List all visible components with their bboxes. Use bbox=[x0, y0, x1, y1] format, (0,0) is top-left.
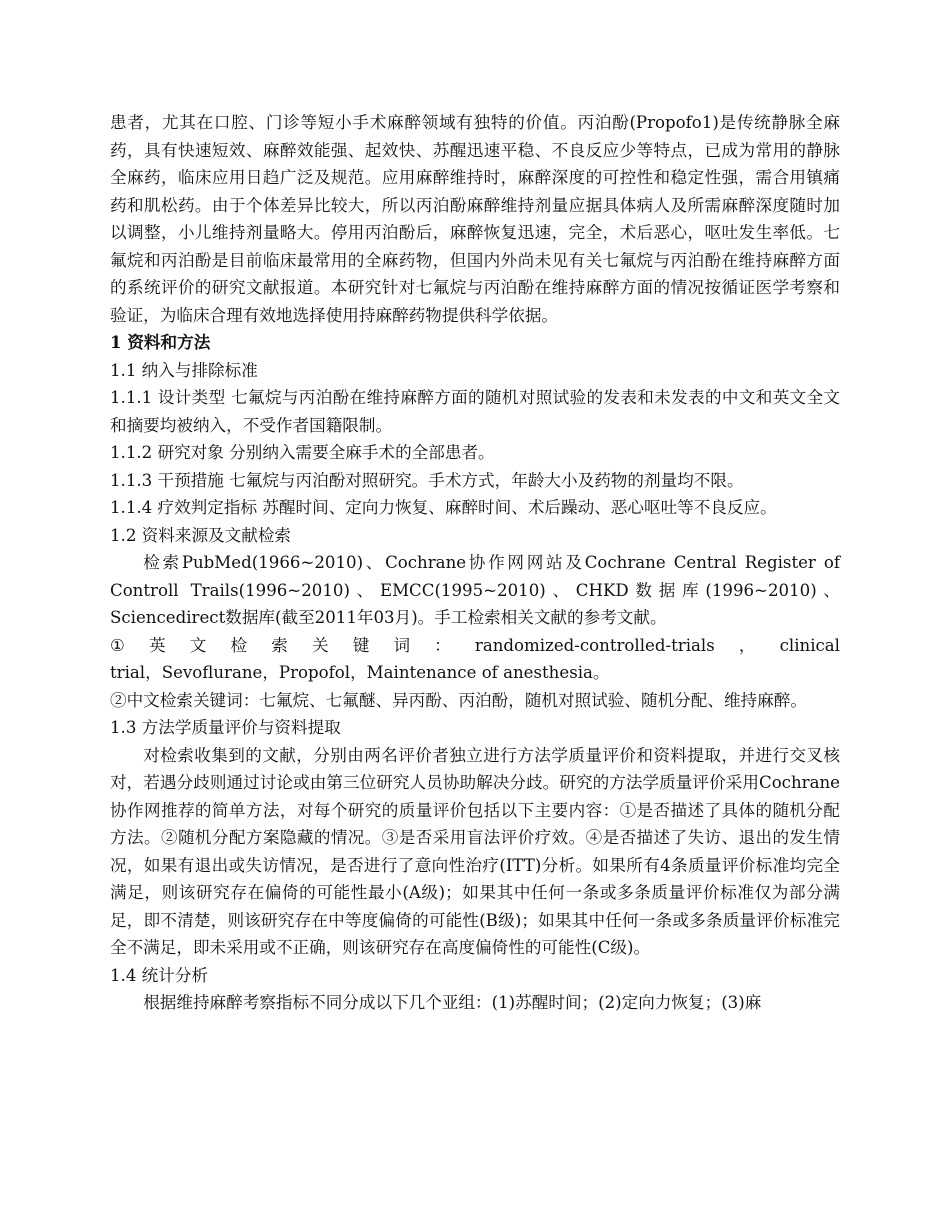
kw-token: ① bbox=[110, 635, 125, 655]
document-page bbox=[110, 109, 840, 1017]
kw-token: ： bbox=[434, 635, 451, 655]
kw-token: 文 bbox=[189, 635, 207, 655]
section-1-1-3: 1.1.3 干预措施 七氟烷与丙泊酚对照研究。手术方式，年龄大小及药物的剂量均不限。 bbox=[110, 470, 744, 490]
kw-token: 键 bbox=[352, 635, 370, 655]
section-1-3-title: 1.3 方法学质量评价与资料提取 bbox=[110, 718, 341, 737]
section-1-3-paragraph: 对检索收集到的文献，分别由两名评价者独立进行方法学质量评价和资料提取，并进行交叉核对，若遇分歧则通过讨论或由第三位研究人员协助解决分歧。研究的方法学质量评价采用Cochrane协作网推荐的简单方法，对每个研究的质量评价包括以下主要内容：①是否描述了具体的随机分配方法。②随机分配方案隐藏的情况。③是否采用盲法评价疗效。④是否描述了失访、退出的发生情况，如果有退出或失访情况，是否进行了意向性治疗(ITT)分析。如果所有4条质量评价标准均完全满足，则该研究存在偏倚的可能性最小(A级)；如果其中任何一条或多条质量评价标准仅为部分满足，即不清楚，则该研究存在中等度偏倚的可能性(B级)；如果其中任何一条或多条质量评价标准完全不满足，即未采用或不正确，则该研究存在高度偏倚性的可能性(C级)。 bbox=[110, 745, 840, 957]
section-1-1-2: 1.1.2 研究对象 分别纳入需要全麻手术的全部患者。 bbox=[110, 443, 495, 462]
section-1-1-4: 1.1.4 疗效判定指标 苏醒时间、定向力恢复、麻醉时间、术后躁动、恶心呕吐等不良反应。 bbox=[110, 498, 777, 517]
section-1-1-title: 1.1 纳入与排除标准 bbox=[110, 360, 258, 380]
kw-token: 英 bbox=[149, 635, 166, 655]
english-keywords-line-1 bbox=[110, 632, 840, 660]
section-1-4-title: 1.4 统计分析 bbox=[110, 965, 209, 985]
kw-token: randomized-controlled-trials bbox=[474, 635, 715, 655]
section-1-2-paragraph: 检索PubMed(1966~2010)、Cochrane协作网网站及Cochrane Central Register of Controll Trails(1996~2010)、EMCC(1995~2010)、CHKD数据库(1996~2010)、Sciencedirect数据库(截至2011年03月)。手工检索相关文献的参考文献。 bbox=[110, 553, 840, 627]
kw-token: ， bbox=[738, 635, 756, 655]
section-1-title: 1 资料和方法 bbox=[110, 332, 211, 352]
section-1-1-1: 1.1.1 设计类型 七氟烷与丙泊酚在维持麻醉方面的随机对照试验的发表和未发表的中文和英文全文和摘要均被纳入，不受作者国籍限制。 bbox=[110, 388, 840, 435]
english-keywords-line-2: trial，Sevoflurane，Propofol，Maintenance of anesthesia。 bbox=[110, 663, 610, 682]
kw-token: 检 bbox=[230, 635, 248, 655]
intro-paragraph: 患者，尤其在口腔、门诊等短小手术麻醉领域有独特的价值。丙泊酚(Propofo1)是传统静脉全麻药，具有快速短效、麻醉效能强、起效快、苏醒迅速平稳、不良反应少等特点，已成为常用的静脉全麻药，临床应用日趋广泛及规范。应用麻醉维持时，麻醉深度的可控性和稳定性强，需合用镇痛药和肌松药。由于个体差异比较大，所以丙泊酚麻醉维持剂量应据具体病人及所需麻醉深度随时加以调整，小儿维持剂量略大。停用丙泊酚后，麻醉恢复迅速，完全，术后恶心，呕吐发生率低。七氟烷和丙泊酚是目前临床最常用的全麻药物，但国内外尚未见有关七氟烷与丙泊酚在维持麻醉方面的系统评价的研究文献报道。本研究针对七氟烷与丙泊酚在维持麻醉方面的情况按循证医学考察和验证，为临床合理有效地选择使用持麻醉药物提供科学依据。 bbox=[110, 113, 840, 325]
section-1-2-title: 1.2 资料来源及文献检索 bbox=[110, 525, 292, 545]
section-1-4-paragraph: 根据维持麻醉考察指标不同分成以下几个亚组：(1)苏醒时间；(2)定向力恢复；(3)麻 bbox=[143, 993, 762, 1012]
chinese-keywords: ②中文检索关键词：七氟烷、七氟醚、异丙酚、丙泊酚，随机对照试验、随机分配、维持麻醉。 bbox=[110, 690, 807, 710]
kw-token: 关 bbox=[311, 635, 329, 655]
kw-token: 词 bbox=[393, 635, 411, 655]
kw-token: clinical bbox=[779, 635, 840, 655]
kw-token: 索 bbox=[271, 635, 288, 655]
